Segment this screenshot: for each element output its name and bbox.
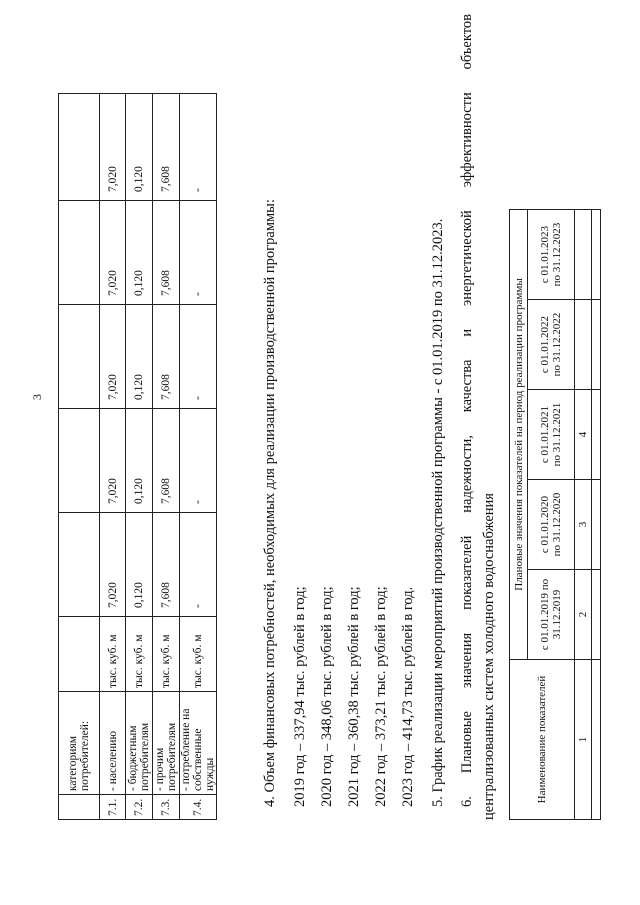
table-row — [59, 94, 100, 820]
section6-word: энергетической — [459, 210, 475, 306]
page-number: 3 — [30, 394, 44, 400]
value-cell: 7,020 — [100, 94, 126, 201]
section6-heading-line2: централизованных систем холодного водоснабжения — [481, 493, 497, 820]
table-row — [592, 210, 601, 820]
column-number: 1 — [575, 660, 592, 820]
value-cell: 7,608 — [153, 513, 180, 617]
value-cell: 7,608 — [153, 94, 180, 201]
finance-line: 2019 год – 337,94 тыс. рублей в год; — [292, 586, 308, 807]
section4-heading: 4. Объем финансовых потребностей, необходимых для реализации производственной программы: — [262, 199, 278, 807]
value-cell: 7,608 — [153, 305, 180, 409]
section6-heading — [459, 14, 476, 807]
period-header: с 01.01.2022 по 31.12.2022 — [528, 300, 575, 390]
section6-word: Плановые — [459, 711, 475, 774]
value-cell — [59, 305, 100, 409]
value-cell: 0,120 — [126, 201, 153, 305]
finance-line: 2021 год – 360,38 тыс. рублей в год; — [346, 586, 362, 807]
value-cell: 0,120 — [126, 409, 153, 513]
table-row — [153, 94, 180, 820]
value-cell: 7,020 — [100, 305, 126, 409]
period-header: с 01.01.2023 по 31.12.2023 — [528, 210, 575, 300]
category-label: - населению — [100, 692, 126, 795]
value-cell: - — [180, 94, 217, 201]
unit-cell: тыс. куб. м — [180, 617, 217, 692]
value-cell — [59, 409, 100, 513]
row-number — [59, 795, 100, 820]
value-cell: - — [180, 201, 217, 305]
table-row — [126, 94, 153, 820]
value-cell: 0,120 — [126, 513, 153, 617]
period-header: с 01.01.2021 по 31.12.2021 — [528, 390, 575, 480]
empty-cell — [592, 300, 601, 390]
row-number: 7.1. — [100, 795, 126, 820]
value-cell: 7,020 — [100, 409, 126, 513]
value-cell: 0,120 — [126, 94, 153, 201]
category-label: категориям потребителей: — [59, 692, 100, 795]
empty-cell — [592, 480, 601, 570]
unit-cell: тыс. куб. м — [100, 617, 126, 692]
value-cell — [59, 94, 100, 201]
value-cell: 7,020 — [100, 513, 126, 617]
value-cell: - — [180, 513, 217, 617]
section6-word: надежности, — [459, 435, 475, 513]
value-cell — [59, 201, 100, 305]
finance-line: 2022 год – 373,21 тыс. рублей в год; — [373, 586, 389, 807]
section6-word: эффективности — [459, 92, 475, 188]
value-cell: - — [180, 409, 217, 513]
value-cell: 7,608 — [153, 409, 180, 513]
section6-word: качества — [459, 359, 475, 413]
row-number: 7.3. — [153, 795, 180, 820]
consumption-table — [58, 93, 217, 820]
finance-line: 2020 год – 348,06 тыс. рублей в год; — [319, 586, 335, 807]
table-row — [180, 94, 217, 820]
column-number: 4 — [575, 390, 592, 480]
section6-word: и — [459, 328, 475, 337]
section6-word: показателей — [459, 535, 475, 610]
finance-line: 2023 год – 414,73 тыс. рублей в год. — [400, 586, 416, 807]
empty-cell — [592, 660, 601, 820]
group-header: Плановые значения показателей на период реализации программы — [510, 210, 528, 660]
section6-word: 6. — [459, 796, 475, 807]
name-header: Наименование показателей — [510, 660, 575, 820]
unit-cell: тыс. куб. м — [153, 617, 180, 692]
table-row — [510, 210, 528, 820]
column-number: 3 — [575, 480, 592, 570]
section6-word: значения — [459, 632, 475, 689]
column-number: 2 — [575, 570, 592, 660]
row-number: 7.2. — [126, 795, 153, 820]
category-label: - бюджетным потребителям — [126, 692, 153, 795]
row-number: 7.4. — [180, 795, 217, 820]
column-number — [575, 210, 592, 300]
section6-word: объектов — [459, 14, 475, 70]
table-row — [575, 210, 592, 820]
empty-cell — [592, 390, 601, 480]
section5-heading: 5. График реализации мероприятий производственной программы - с 01.01.2019 по 31.12.2023. — [430, 218, 446, 807]
column-number — [575, 300, 592, 390]
empty-cell — [592, 210, 601, 300]
value-cell: 7,608 — [153, 201, 180, 305]
unit-cell — [59, 617, 100, 692]
value-cell: 0,120 — [126, 305, 153, 409]
period-header: с 01.01.2019 по 31.12.2019 — [528, 570, 575, 660]
value-cell: - — [180, 305, 217, 409]
indicators-table — [509, 209, 601, 820]
table-row — [100, 94, 126, 820]
category-label: - потребление на собственные нужды — [180, 692, 217, 795]
value-cell — [59, 513, 100, 617]
category-label: - прочим потребителям — [153, 692, 180, 795]
period-header: с 01.01.2020 по 31.12.2020 — [528, 480, 575, 570]
empty-cell — [592, 570, 601, 660]
unit-cell: тыс. куб. м — [126, 617, 153, 692]
value-cell: 7,020 — [100, 201, 126, 305]
